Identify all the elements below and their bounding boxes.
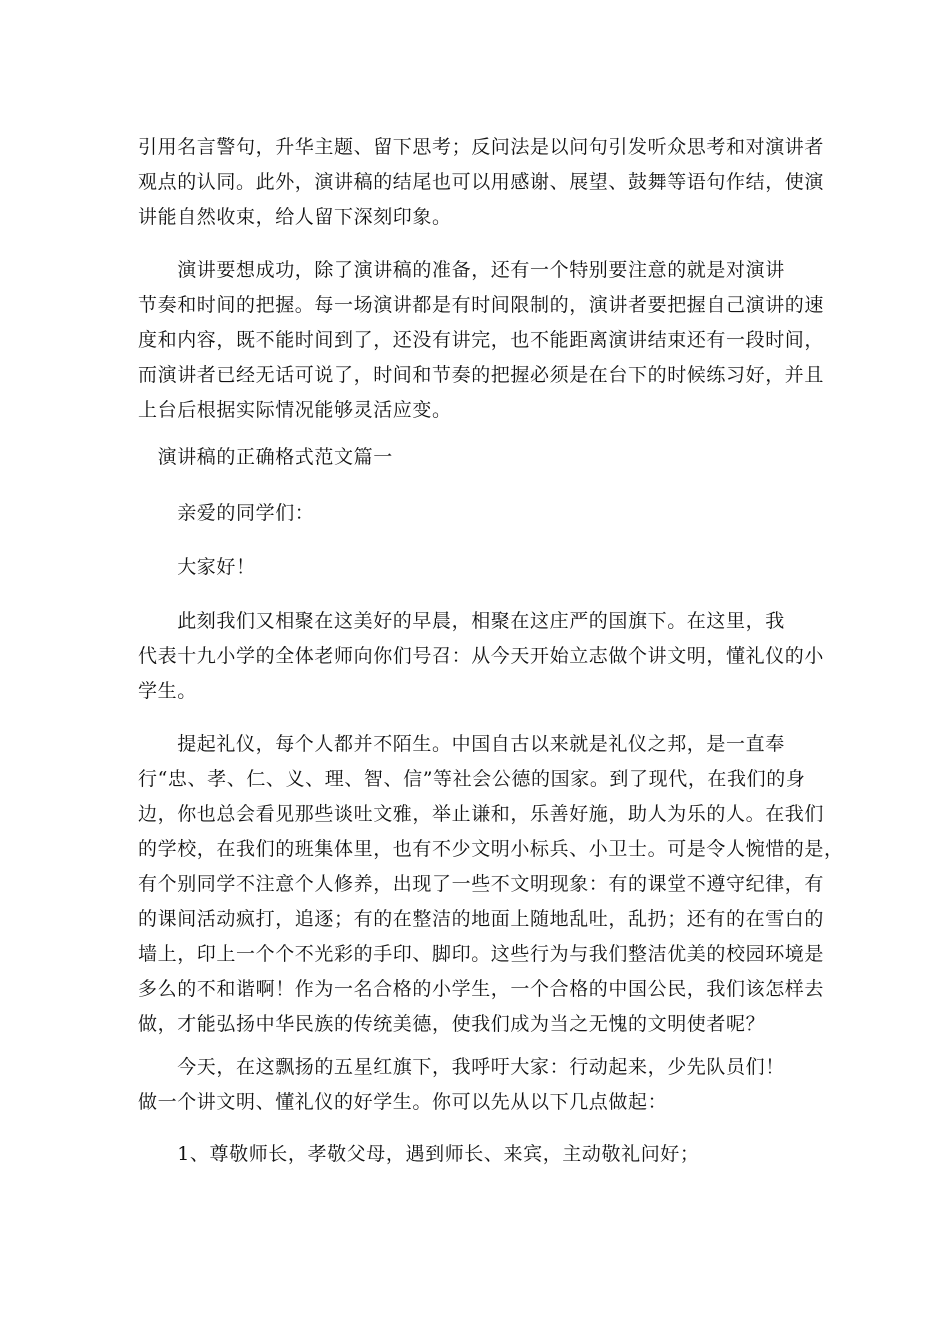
paragraph-call-to-action: [138, 604, 825, 709]
text-line: 度和内容，既不能时间到了，还没有讲完，也不能距离演讲结束还有一段时间，: [138, 329, 825, 351]
text-line: 此刻我们又相聚在这美好的早晨，相聚在这庄严的国旗下。在这里，我: [138, 610, 785, 632]
text-line: 的学校，在我们的班集体里，也有不少文明小标兵、小卫士。可是令人惋惜的是，: [138, 838, 844, 860]
text-line: 今天，在这飘扬的五星红旗下，我呼吁大家：行动起来，少先队员们！: [138, 1056, 785, 1078]
text-line: 大家好！: [138, 556, 256, 578]
paragraph-appeal: [138, 1050, 818, 1120]
text-line: 上台后根据实际情况能够灵活应变。: [138, 399, 452, 421]
text-line: 而演讲者已经无话可说了，时间和节奏的把握必须是在台下的时候练习好，并且: [138, 364, 825, 386]
text-line: 做一个讲文明、懂礼仪的好学生。你可以先从以下几点做起：: [138, 1091, 668, 1113]
text-line: 讲能自然收束，给人留下深刻印象。: [138, 206, 452, 228]
text-line: 观点的认同。此外，演讲稿的结尾也可以用感谢、展望、鼓舞等语句作结，使演: [138, 171, 825, 193]
heading-line: 演讲稿的正确格式范文篇一: [138, 446, 393, 468]
paragraph-etiquette: [138, 727, 844, 1042]
greeting: [138, 550, 818, 585]
paragraph-rhythm-and-timing: [138, 253, 825, 428]
text-line: 提起礼仪，每个人都并不陌生。中国自古以来就是礼仪之邦，是一直奉: [138, 733, 785, 755]
text-line: 做，才能弘扬中华民族的传统美德，使我们成为当之无愧的文明使者呢？: [138, 1013, 766, 1035]
text-line: 边，你也总会看见那些谈吐文雅，举止谦和，乐善好施，助人为乐的人。在我们: [138, 803, 825, 825]
text-line: 学生。: [138, 680, 197, 702]
text-line: 行“忠、孝、仁、义、理、智、信”等社会公德的国家。到了现代，在我们的身: [138, 768, 806, 790]
paragraph-closing-techniques: [138, 130, 825, 235]
text-line: 多么的不和谐啊！作为一名合格的小学生，一个合格的中国公民，我们该怎样去: [138, 978, 825, 1000]
text-line: 引用名言警句，升华主题、留下思考；反问法是以问句引发听众思考和对演讲者: [138, 136, 825, 158]
list-item-1: [138, 1137, 818, 1172]
salutation: [138, 496, 818, 531]
section-heading: [138, 440, 818, 475]
text-line: 亲爱的同学们：: [138, 502, 315, 524]
text-line: 1、尊敬师长，孝敬父母，遇到师长、来宾，主动敬礼问好；: [138, 1143, 700, 1165]
text-line: 有个别同学不注意个人修养，出现了一些不文明现象：有的课堂不遵守纪律，有: [138, 873, 825, 895]
text-line: 节奏和时间的把握。每一场演讲都是有时间限制的，演讲者要把握自己演讲的速: [138, 294, 825, 316]
text-line: 代表十九小学的全体老师向你们号召：从今天开始立志做个讲文明，懂礼仪的小: [138, 645, 825, 667]
text-line: 的课间活动疯打，追逐；有的在整洁的地面上随地乱吐，乱扔；还有的在雪白的: [138, 908, 825, 930]
text-line: 墙上，印上一个个不光彩的手印、脚印。这些行为与我们整洁优美的校园环境是: [138, 943, 825, 965]
text-line: 演讲要想成功，除了演讲稿的准备，还有一个特别要注意的就是对演讲: [138, 259, 785, 281]
